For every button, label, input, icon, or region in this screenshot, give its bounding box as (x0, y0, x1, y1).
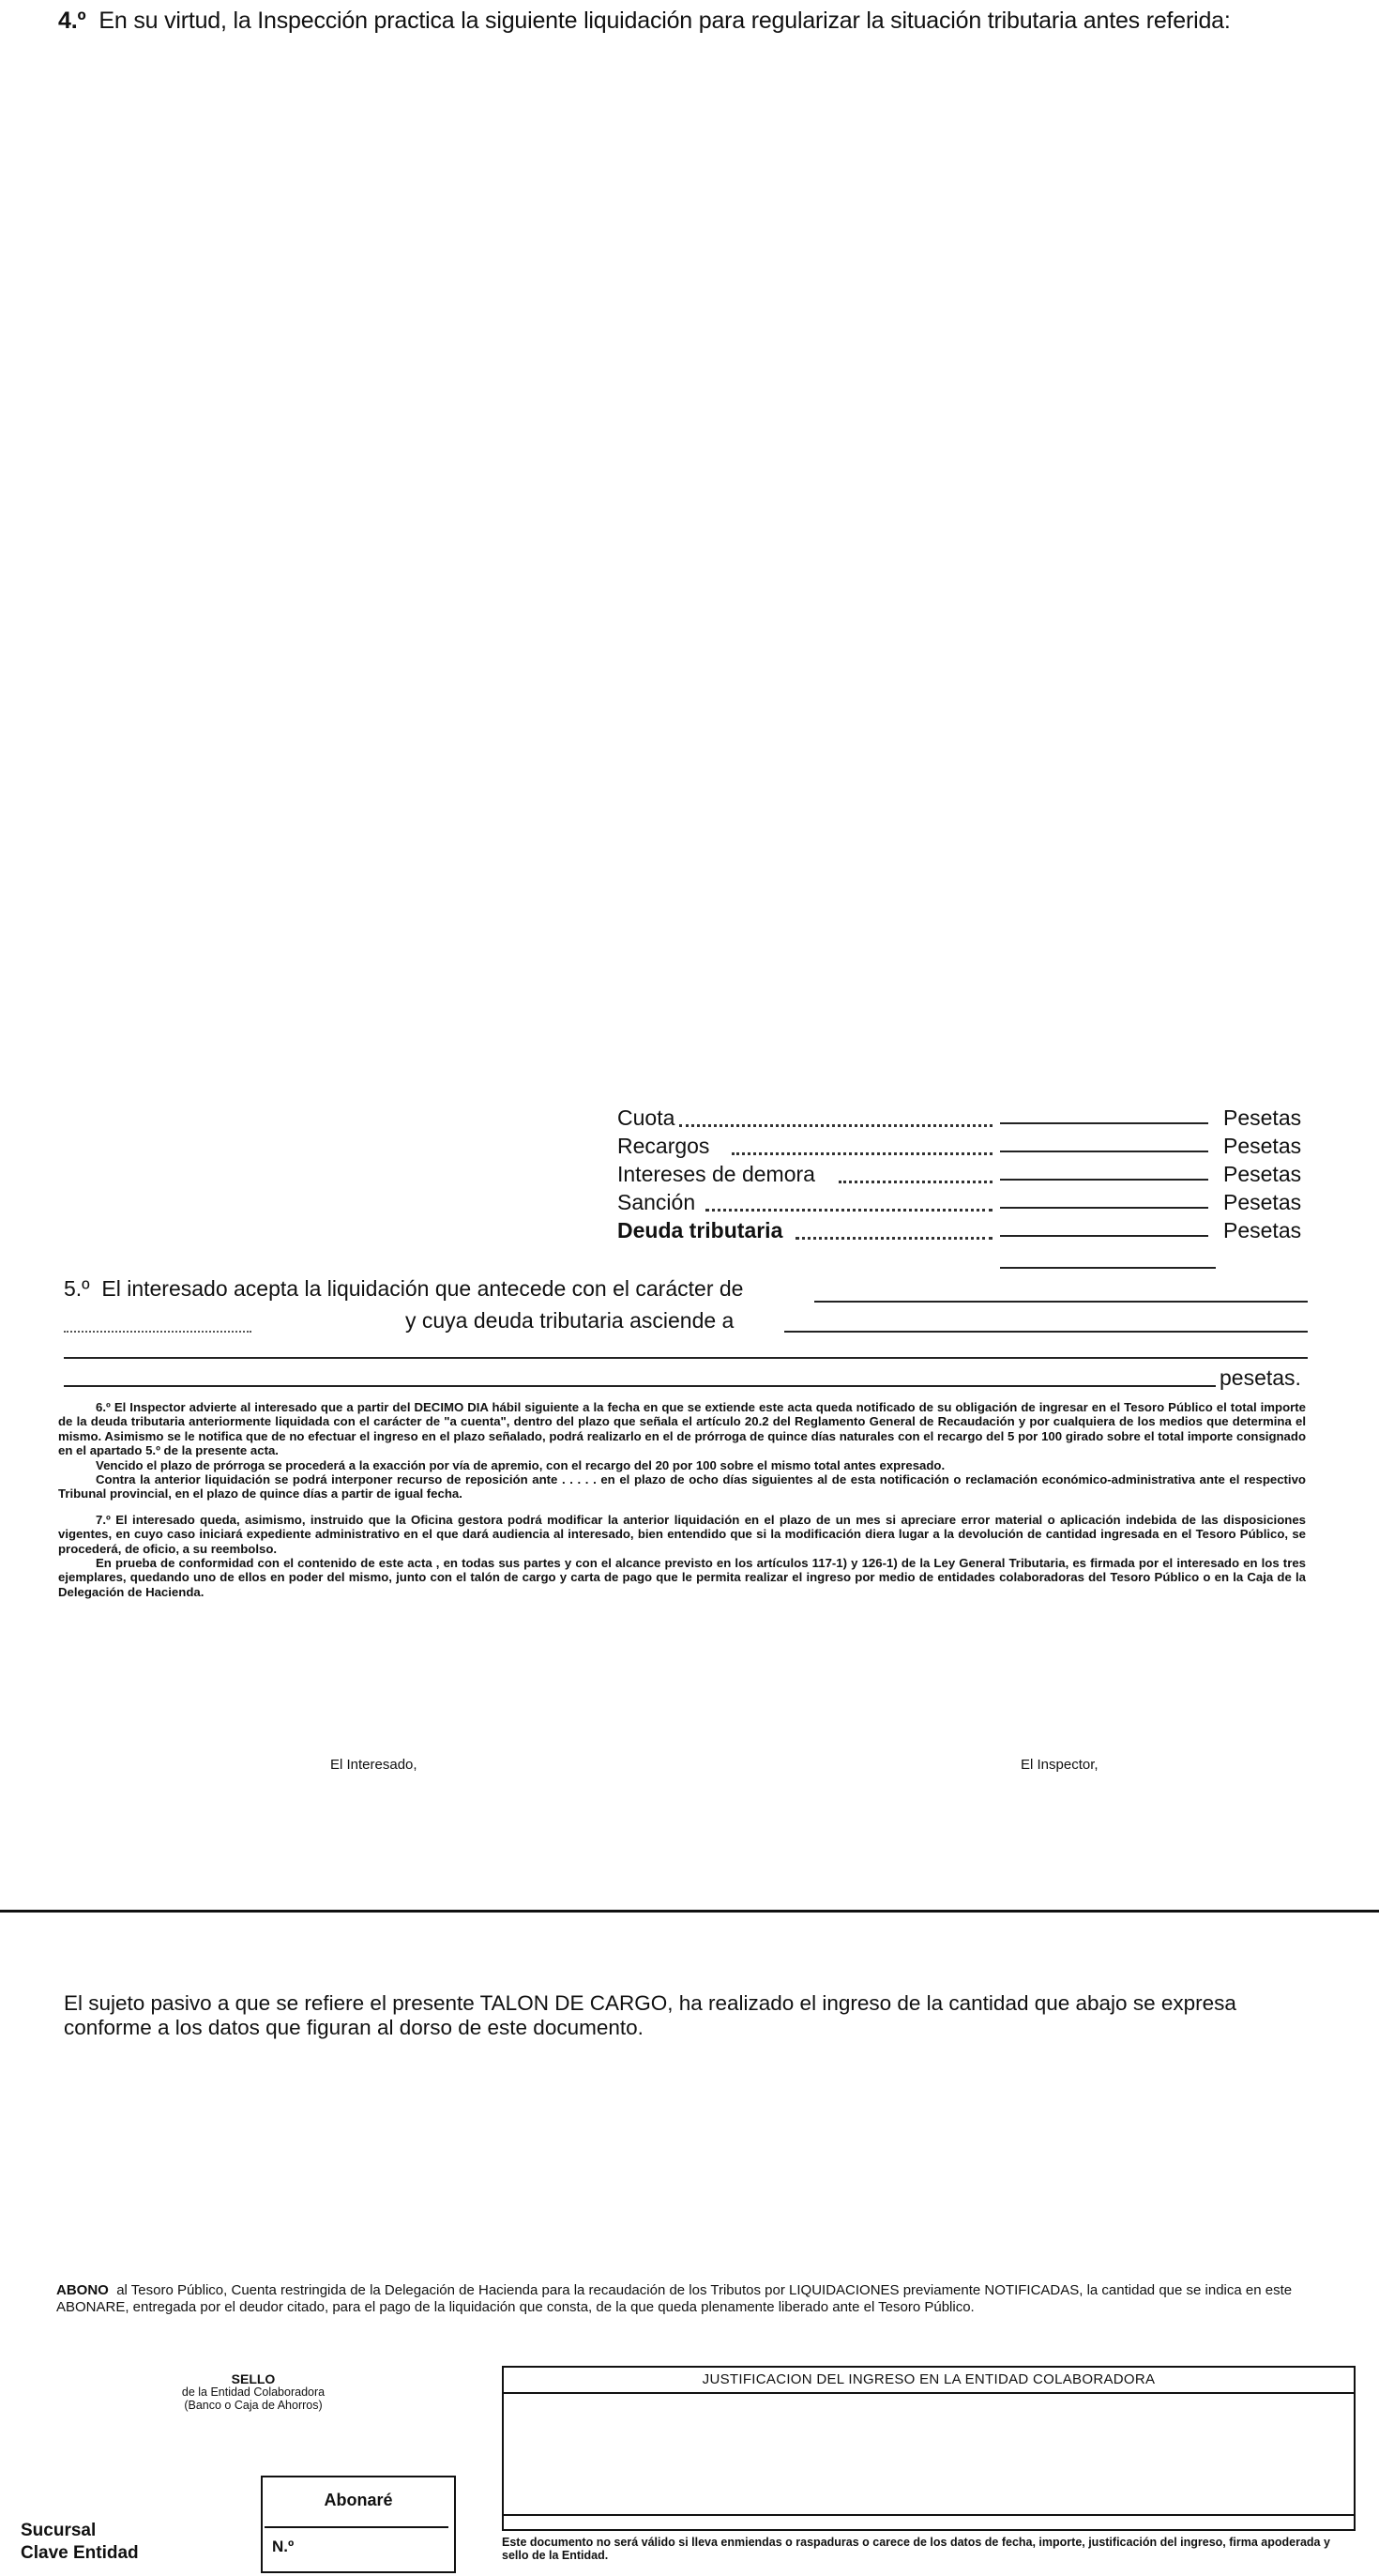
leader-dots (679, 1124, 993, 1127)
section-5-text-c: pesetas. (1220, 1365, 1301, 1390)
sucursal-label: Sucursal (21, 2521, 97, 2540)
liquidation-row-deuda (617, 1218, 1310, 1246)
amount-line[interactable] (1000, 1122, 1208, 1124)
sello-line-1: de la Entidad Colaboradora (181, 2385, 326, 2399)
justification-footer-strip (504, 2514, 1354, 2529)
character-field-line[interactable] (814, 1301, 1308, 1303)
blank-line-pesetas[interactable] (64, 1385, 1216, 1387)
section-5-line-2 (405, 1308, 734, 1334)
perforation-line (0, 1910, 1379, 1913)
legal-text (58, 1400, 1306, 1599)
paragraph-6: 6.º El Inspector advierte al interesado que a partir del DECIMO DIA hábil siguiente a la fecha en que se extiende este acta queda notificado de su obligación de ingresar en el Tesoro Público el total importe de la deuda tributaria anteriormente liquidada con el carácter de "a cuenta", dentro del plazo que señala el artículo 20.2 del Reglamento General de Recaudación y por cualquiera de los medios que determina el mismo. Asimismo se le notifica que de no efectuar el ingreso en el plazo señalado, podrá realizarlo en el de prórroga de quince días naturales con el recargo del 5 por 100 girado sobre el total importe consignado en el apartado 5.º de la presente acta. (58, 1400, 1306, 1458)
liquidation-row-intereses (617, 1162, 1310, 1190)
amount-line[interactable] (1000, 1179, 1208, 1181)
abonare-number-label: N.º (272, 2538, 295, 2555)
signature-interesado: El Interesado, (330, 1757, 417, 1773)
liquidation-label: Intereses de demora (617, 1162, 815, 1186)
section-5-line-3 (1220, 1365, 1301, 1391)
currency-unit: Pesetas (1223, 1105, 1302, 1130)
leader-dots (732, 1152, 993, 1155)
paragraph-6b: Vencido el plazo de prórroga se procederá a la exacción por vía de apremio, con el recargo del 20 por 100 sobre el mismo total antes expresado. (96, 1457, 946, 1472)
liquidation-row-recargos (617, 1134, 1310, 1162)
justification-box[interactable] (502, 2366, 1356, 2531)
paragraph-7b: En prueba de conformidad con el contenido de este acta , en todas sus partes y con el alcance previsto en los artículos 117-1) y 126-1) de la Ley General Tributaria, es firmada por el interesado en los tres ejemplares, quedando uno de ellos en poder del mismo, junto con el talón de cargo y carta de pago que le permita realizar el ingreso por medio de entidades colaboradoras del Tesoro Público o en la Caja de la Delegación de Hacienda. (58, 1556, 1306, 1599)
amount-field-line[interactable] (784, 1331, 1308, 1333)
clave-entidad-label: Clave Entidad (21, 2543, 139, 2563)
abonare-label: Abonaré (324, 2491, 393, 2509)
currency-unit: Pesetas (1223, 1162, 1302, 1186)
total-underline (1000, 1267, 1216, 1269)
leader-dots (796, 1237, 993, 1240)
sello-title: SELLO (231, 2371, 276, 2386)
abonare-box (261, 2476, 456, 2573)
liquidation-label: Cuota (617, 1105, 675, 1130)
dotted-field-line (64, 1331, 251, 1333)
currency-unit: Pesetas (1223, 1218, 1302, 1242)
liquidation-row-sancion (617, 1190, 1310, 1218)
currency-unit: Pesetas (1223, 1190, 1302, 1214)
section-5-text-b: y cuya deuda tributaria asciende a (405, 1308, 735, 1333)
section-4-number: 4.º (58, 8, 86, 34)
section-4-text: En su virtud, la Inspección practica la siguiente liquidación para regularizar la situación tributaria antes referida: (98, 8, 1231, 34)
talon-statement: El sujeto pasivo a que se refiere el presente TALON DE CARGO, ha realizado el ingreso de la cantidad que abajo se expresa conforme a los datos que figuran al dorso de este documento. (64, 1991, 1236, 2039)
section-5-line-1 (64, 1276, 743, 1302)
amount-line[interactable] (1000, 1207, 1208, 1209)
blank-line (64, 1357, 1308, 1359)
section-5-number: 5.º (64, 1276, 90, 1301)
liquidation-label: Sanción (617, 1190, 696, 1214)
leader-dots (705, 1209, 993, 1212)
paragraph-6c: Contra la anterior liquidación se podrá interponer recurso de reposición ante . . . . . en el plazo de ocho días siguientes al de esta notificación o reclamación económico-administrativa ante el respectivo Tribunal provincial, en el plazo de quince días a partir de igual fecha. (58, 1472, 1306, 1501)
signature-inspector: El Inspector, (1021, 1757, 1099, 1773)
sello-block (141, 2372, 366, 2412)
abonare-number-field[interactable] (265, 2526, 448, 2569)
validity-note: Este documento no será válido si lleva enmiendas o raspaduras o carece de los datos de fecha, importe, justificación del ingreso, firma apoderada y sello de la Entidad. (502, 2536, 1330, 2562)
abono-word: ABONO (56, 2282, 109, 2298)
paragraph-7: 7.º El interesado queda, asimismo, instruido que la Oficina gestora podrá modificar la anterior liquidación en el plazo de un mes si apreciare error material o aplicación indebida de las disposiciones vigentes, en cuyo caso iniciará expediente administrativo en el que dará audiencia al interesado, bien entendido que si la modificación diera lugar a la devolución de cantidad ingresada en el Tesoro Público, se procederá, de oficio, a su reembolso. (58, 1512, 1306, 1556)
abono-paragraph (56, 2282, 1349, 2316)
liquidation-label: Deuda tributaria (617, 1218, 783, 1242)
abono-text: al Tesoro Público, Cuenta restringida de la Delegación de Hacienda para la recaudación de los Tributos por LIQUIDACIONES previamente NOTIFICADAS, la cantidad que se indica en este ABONARE, entregada por el deudor citado, para el pago de la liquidación que consta, de la que queda plenamente liberado ante el Tesoro Público. (56, 2282, 1293, 2315)
sello-line-2: (Banco o Caja de Ahorros) (184, 2399, 323, 2412)
section-4-heading (58, 8, 1231, 35)
liquidation-row-cuota (617, 1105, 1310, 1134)
liquidation-label: Recargos (617, 1134, 710, 1158)
leader-dots (839, 1181, 993, 1183)
amount-line[interactable] (1000, 1235, 1208, 1237)
justification-header: JUSTIFICACION DEL INGRESO EN LA ENTIDAD COLABORADORA (504, 2368, 1354, 2394)
currency-unit: Pesetas (1223, 1134, 1302, 1158)
section-5-text-a: El interesado acepta la liquidación que antecede con el carácter de (101, 1276, 744, 1301)
amount-line[interactable] (1000, 1151, 1208, 1152)
